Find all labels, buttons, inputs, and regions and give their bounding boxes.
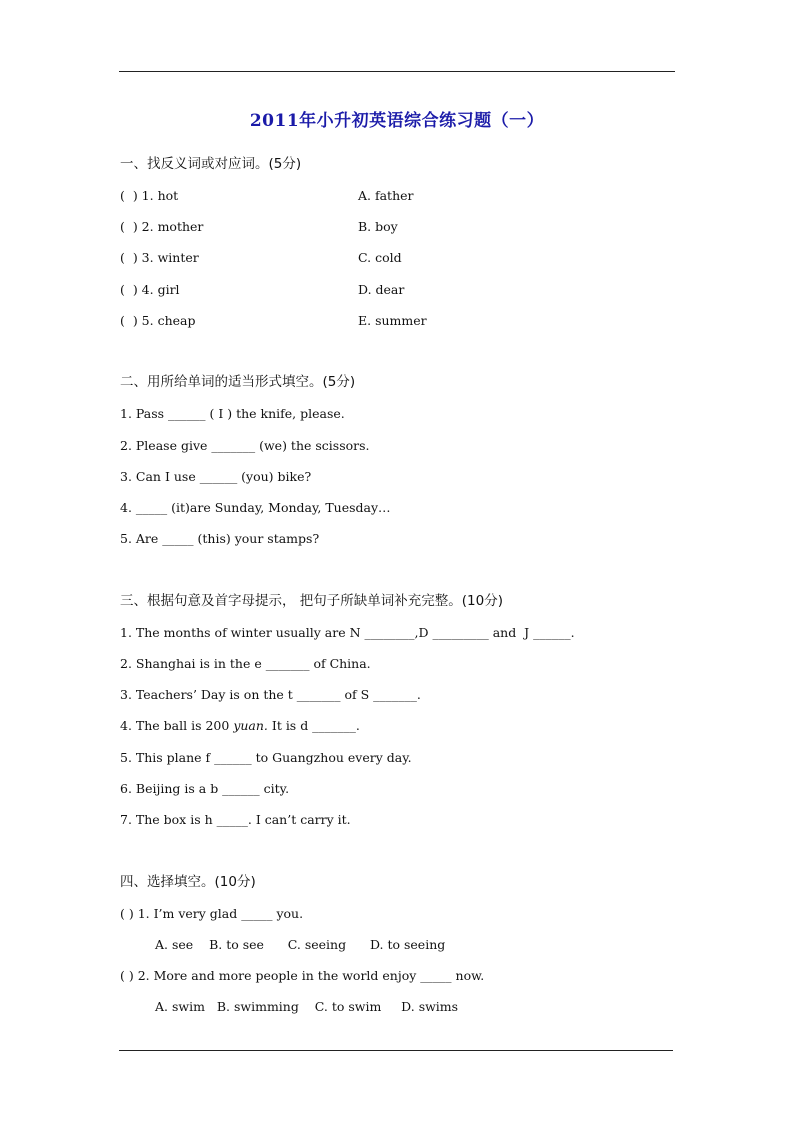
section3-heading: 三、根据句意及首字母提示， 把句子所缺单词补充完整。(10分) — [120, 593, 504, 609]
s1-row4-right: D. dear — [358, 282, 405, 297]
section1-heading: 一、找反义词或对应词。(5分) — [120, 156, 302, 172]
s2-item3: 3. Can I use ______ (you) bike? — [120, 469, 312, 484]
s1-row3-left: ( ) 3. winter — [120, 250, 199, 265]
s3-item3: 3. Teachers’ Day is on the t _______ of S _______. — [120, 687, 421, 702]
section2-heading: 二、用所给单词的适当形式填空。(5分) — [120, 374, 356, 390]
s3-item6: 6. Beijing is a b ______ city. — [120, 781, 290, 796]
footer-rule — [119, 1050, 673, 1051]
s4-q2: ( ) 2. More and more people in the world enjoy _____ now. — [120, 968, 485, 983]
s1-row4-left: ( ) 4. girl — [120, 282, 180, 297]
s3-item4-italic: yuan. — [233, 718, 268, 733]
page-title: 2011年小升初英语综合练习题（一） — [249, 111, 545, 131]
s1-row5-right: E. summer — [358, 313, 427, 328]
s3-item1: 1. The months of winter usually are N ________,D _________ and J ______. — [120, 625, 575, 640]
s3-item4-rest: It is d _______. — [267, 718, 360, 733]
s2-item1: 1. Pass ______ ( I ) the knife, please. — [120, 406, 345, 421]
s1-row1-left: ( ) 1. hot — [120, 188, 179, 203]
header-rule — [119, 71, 675, 72]
section4-heading: 四、选择填空。(10分) — [120, 874, 256, 890]
s1-row3-right: C. cold — [358, 250, 402, 265]
s1-row2-left: ( ) 2. mother — [120, 219, 204, 234]
s2-item5: 5. Are _____ (this) your stamps? — [120, 531, 320, 546]
s3-item5: 5. This plane f ______ to Guangzhou every day. — [120, 750, 412, 765]
s4-q1-options: A. see B. to see C. seeing D. to seeing — [155, 937, 446, 952]
s4-q1: ( ) 1. I’m very glad _____ you. — [120, 906, 304, 921]
s3-item4 — [120, 718, 360, 734]
s1-row2-right: B. boy — [358, 219, 398, 234]
s1-row1-right: A. father — [358, 188, 414, 203]
s3-item2: 2. Shanghai is in the e _______ of China. — [120, 656, 371, 671]
s3-item7: 7. The box is h _____. I can’t carry it. — [120, 812, 351, 827]
s2-item4: 4. _____ (it)are Sunday, Monday, Tuesday… — [120, 500, 391, 515]
s1-row5-left: ( ) 5. cheap — [120, 313, 196, 328]
s3-item4-start: 4. The ball is 200 — [120, 718, 234, 733]
s2-item2: 2. Please give _______ (we) the scissors. — [120, 438, 370, 453]
s4-q2-options: A. swim B. swimming C. to swim D. swims — [155, 999, 459, 1014]
